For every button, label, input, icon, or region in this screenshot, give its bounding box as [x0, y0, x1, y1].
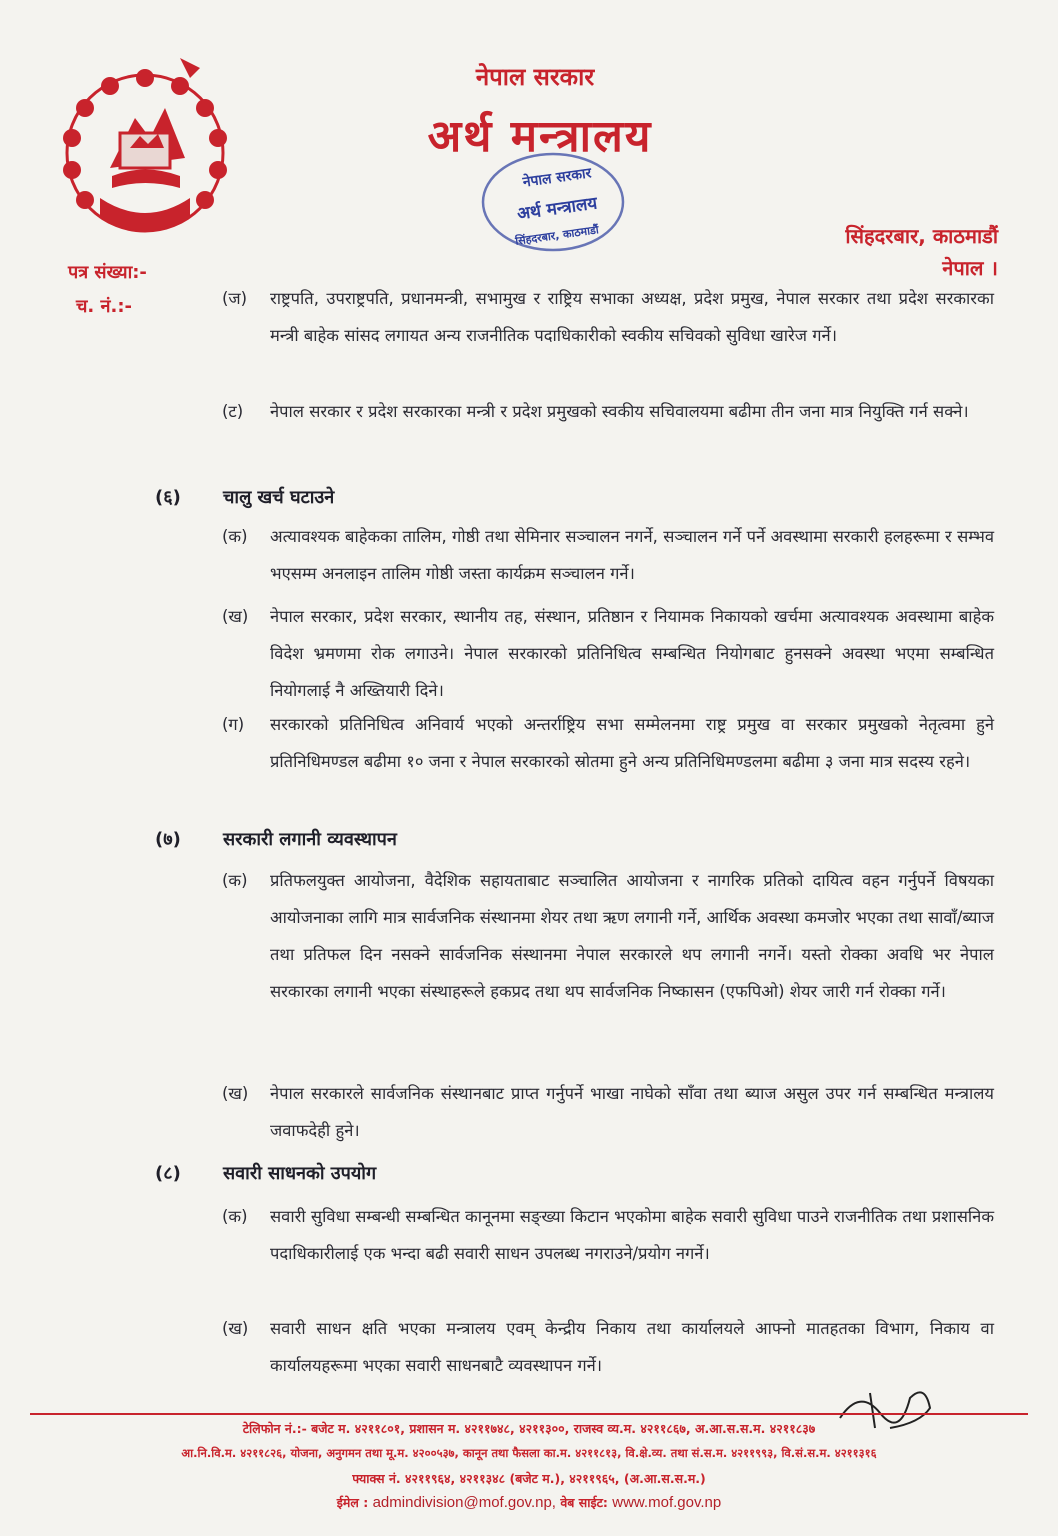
nepal-emblem-icon	[40, 48, 250, 248]
email-label: ईमेल :	[336, 1495, 369, 1510]
government-name: नेपाल सरकार	[475, 63, 595, 91]
address-line-1: सिंहदरबार, काठमाडौं	[845, 224, 998, 248]
item-text: सवारी सुविधा सम्बन्धी सम्बन्धित कानूनमा सङ्ख्या किटान भएकोमा बाहेक सवारी सुविधा पाउने राजनीतिक तथा प्रशासनिक पदाधिकारीलाई एक भन्दा बढी सवारी साधन उपलब्ध नगराउने/प्रयोग नगर्ने।	[270, 1207, 994, 1263]
list-item	[222, 1075, 994, 1149]
stamp-line-1: नेपाल सरकार	[521, 165, 593, 191]
item-marker: (ट)	[222, 402, 244, 421]
item-text: राष्ट्रपति, उपराष्ट्रपति, प्रधानमन्त्री, सभामुख र राष्ट्रिय सभाका अध्यक्ष, प्रदेश प्रमुख, नेपाल सरकार तथा प्रदेश सरकारका मन्त्री बाहेक सांसद लगायत अन्य राजनीतिक पदाधिकारीको स्वकीय सचिवको सुविधा खारेज गर्ने।	[270, 289, 994, 345]
section-number: (७)	[155, 829, 181, 850]
section-number: (८)	[155, 1163, 181, 1184]
footer-phones: टेलिफोन नं.:- बजेट म. ४२११८०१, प्रशासन म. ४२११७४८, ४२११३००, राजस्व व्य.म. ४२११८६७, अ.आ.स.स.म. ४२११८३७	[242, 1421, 816, 1436]
item-text: नेपाल सरकारले सार्वजनिक संस्थानबाट प्राप्त गर्नुपर्ने भाखा नाघेको साँवा तथा ब्याज असुल उपर गर्न सम्बन्धित मन्त्रालय जवाफदेही हुने।	[270, 1084, 994, 1140]
section-heading	[155, 827, 397, 851]
footer-divider	[30, 1413, 1028, 1415]
stamp-line-3: सिंहदरबार, काठमाडौं	[514, 223, 600, 248]
list-item	[222, 598, 994, 709]
website-label: वेब साईट:	[560, 1495, 608, 1510]
item-marker: (ग)	[222, 715, 245, 734]
email-link[interactable]: admindivision@mof.gov.np,	[372, 1494, 556, 1511]
letter-number-label: पत्र संख्या:-	[68, 262, 147, 283]
website-link[interactable]: www.mof.gov.np	[612, 1494, 722, 1511]
list-item	[222, 280, 994, 354]
item-marker: (ख)	[222, 1084, 249, 1103]
section-heading	[155, 485, 334, 509]
item-text: नेपाल सरकार, प्रदेश सरकार, स्थानीय तह, संस्थान, प्रतिष्ठान र नियामक निकायको खर्चमा अत्यावश्यक अवस्थामा बाहेक विदेश भ्रमणमा रोक लगाउने। नेपाल सरकारको प्रतिनिधित्व सम्बन्धित नियोगबाट हुनसक्ने अवस्था भएमा सम्बन्धित नियोगलाई नै अख्तियारी दिने।	[270, 607, 994, 700]
item-marker: (ख)	[222, 1319, 249, 1338]
stamp-line-2: अर्थ मन्त्रालय	[515, 193, 599, 225]
section-title: सवारी साधनको उपयोग	[223, 1163, 377, 1184]
list-item	[222, 706, 994, 780]
item-text: नेपाल सरकार र प्रदेश सरकारका मन्त्री र प्रदेश प्रमुखको स्वकीय सचिवालयमा बढीमा तीन जना मात्र नियुक्ति गर्न सक्ने।	[270, 402, 969, 421]
dispatch-number-label: च. नं.:-	[76, 296, 133, 317]
item-text: सरकारको प्रतिनिधित्व अनिवार्य भएको अन्तर्राष्ट्रिय सभा सम्मेलनमा राष्ट्र प्रमुख वा सरकार प्रमुखको नेतृत्वमा हुने प्रतिनिधिमण्डल बढीमा १० जना र नेपाल सरकारको स्रोतमा हुने अन्य प्रतिनिधिमण्डलमा बढीमा ३ जना मात्र सदस्य रहने।	[270, 715, 994, 771]
item-marker: (क)	[222, 527, 248, 546]
list-item	[222, 1310, 994, 1384]
footer-phones-2: आ.नि.वि.म. ४२११८२६, योजना, अनुगमन तथा मू.म. ४२००५३७, कानून तथा फैसला का.म. ४२११८१३, वि.क्षे.व्य. तथा सं.स.म. ४२११९९३, वि.सं.स.म. ४२११३१६	[181, 1446, 877, 1460]
list-item	[222, 1198, 994, 1272]
item-marker: (क)	[222, 871, 248, 890]
section-title: सरकारी लगानी व्यवस्थापन	[223, 829, 397, 850]
section-number: (६)	[155, 487, 181, 508]
address-line-2: नेपाल ।	[942, 256, 998, 280]
item-text: अत्यावश्यक बाहेकका तालिम, गोष्ठी तथा सेमिनार सञ्चालन नगर्ने, सञ्चालन गर्ने पर्ने अवस्थामा सरकारी हलहरूमा र सम्भव भएसम्म अनलाइन तालिम गोष्ठी जस्ता कार्यक्रम सञ्चालन गर्ने।	[270, 527, 994, 583]
section-heading	[155, 1161, 376, 1185]
item-marker: (ख)	[222, 607, 249, 626]
ministry-name: अर्थ मन्त्रालय	[427, 111, 653, 162]
footer-fax: फ्याक्स नं. ४२११९६४, ४२११३४८ (बजेट म.), ४२११९६५, (अ.आ.स.स.म.)	[352, 1471, 706, 1486]
item-text: प्रतिफलयुक्त आयोजना, वैदेशिक सहायताबाट सञ्चालित आयोजना र नागरिक प्रतिको दायित्व वहन गर्नुपर्ने विषयका आयोजनाका लागि मात्र सार्वजनिक संस्थानमा शेयर तथा ऋण लगानी गर्ने, आर्थिक अवस्था कमजोर भएका तथा सावाँ/ब्याज तथा प्रतिफल दिन नसक्ने सार्वजनिक संस्थानमा नेपाल सरकारले थप लगानी नगर्ने। यस्तो रोक्का अवधि भर नेपाल सरकारका लगानी भएका संस्थाहरूले हकप्रद तथा थप सार्वजनिक निष्कासन (एफपिओ) शेयर जारी गर्न रोक्का गर्ने।	[270, 871, 994, 1001]
item-marker: (ज)	[222, 289, 248, 308]
item-marker: (क)	[222, 1207, 248, 1226]
list-item	[222, 518, 994, 592]
section-title: चालु खर्च घटाउने	[223, 487, 335, 508]
footer-contact	[0, 1494, 1058, 1511]
list-item	[222, 862, 994, 1010]
item-text: सवारी साधन क्षति भएका मन्त्रालय एवम् केन्द्रीय निकाय तथा कार्यालयले आफ्नो मातहतका विभाग, निकाय वा कार्यालयहरूमा भएका सवारी साधनबाटै व्यवस्थापन गर्ने।	[270, 1319, 994, 1375]
list-item	[222, 393, 994, 430]
